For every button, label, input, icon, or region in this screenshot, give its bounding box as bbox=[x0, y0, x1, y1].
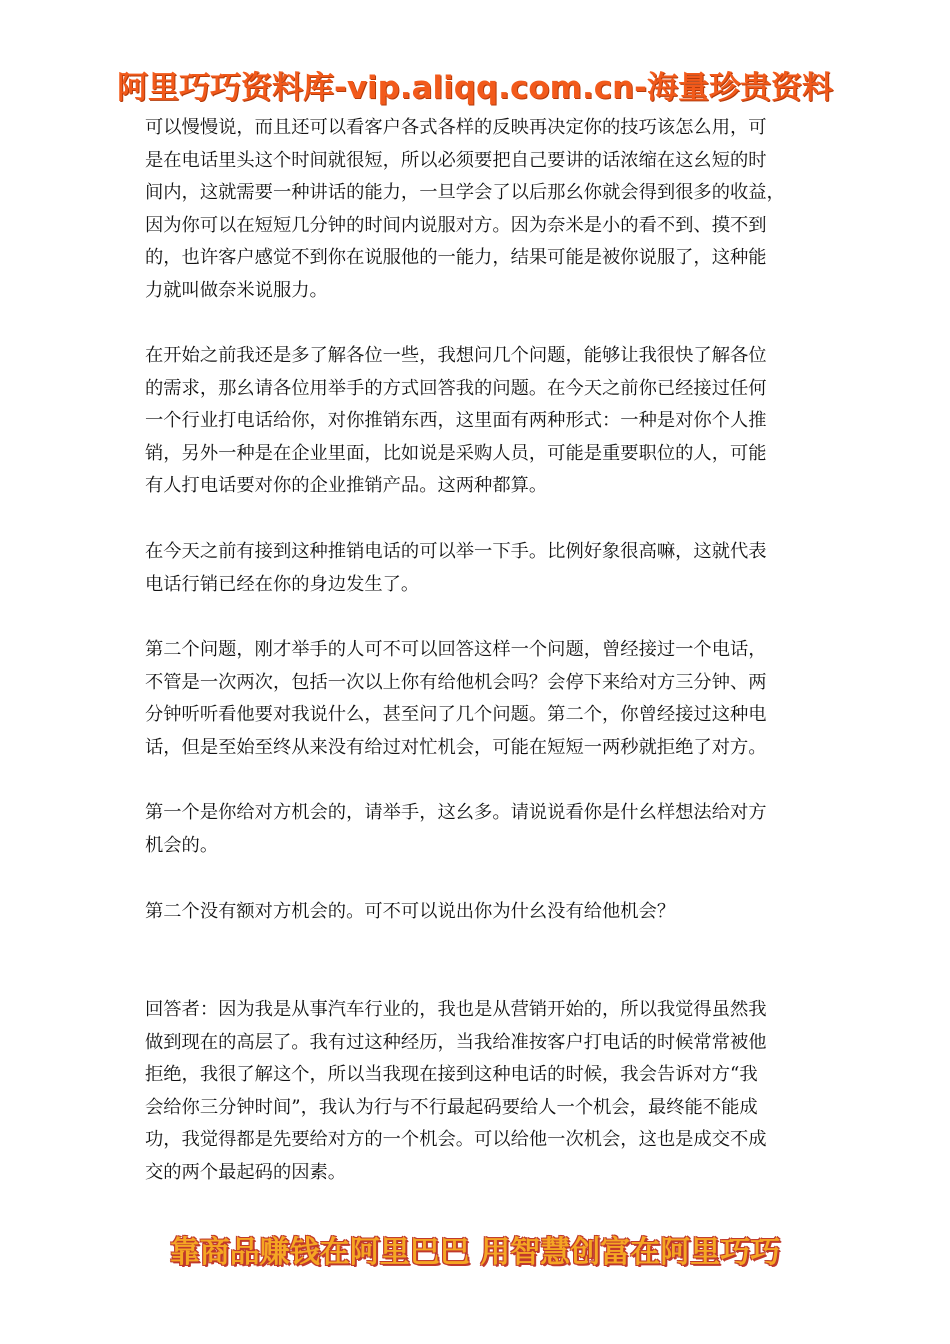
header-banner: 阿里巧巧资料库-vip.aliqq.com.cn-海量珍贵资料 bbox=[116, 70, 834, 106]
paragraph-2 bbox=[145, 340, 805, 503]
text-line: 做到现在的高层了。我有过这种经历，当我给准按客户打电话的时候常常被他 bbox=[145, 1031, 767, 1053]
text-line: 电话行销已经在你的身边发生了。 bbox=[145, 573, 420, 595]
text-line: 间内，这就需要一种讲话的能力，一旦学会了以后那幺你就会得到很多的收益， bbox=[145, 182, 785, 203]
text-line: 可以慢慢说，而且还可以看客户各式各样的反映再决定你的技巧该怎么用，可 bbox=[145, 117, 767, 138]
text-line: 一个行业打电话给你，对你推销东西，这里面有两种形式：一种是对你个人推 bbox=[145, 410, 767, 431]
paragraph-5 bbox=[145, 797, 805, 862]
paragraph-1 bbox=[145, 112, 805, 307]
text-line: 第一个是你给对方机会的，请举手，这幺多。请说说看你是什幺样想法给对方 bbox=[145, 802, 767, 823]
text-line: 交的两个最起码的因素。 bbox=[145, 1161, 347, 1183]
text-line: 会给你三分钟时间”，我认为行与不行最起码要给人一个机会，最终能不能成 bbox=[145, 1096, 758, 1118]
paragraph-3 bbox=[145, 536, 805, 601]
footer-slogan: 靠商品赚钱在阿里巴巴 用智慧创富在阿里巧巧 bbox=[169, 1235, 781, 1270]
text-line: 不管是一次两次，包括一次以上你有给他机会吗？会停下来给对方三分钟、两 bbox=[145, 671, 767, 693]
text-line: 的，也许客户感觉不到你在说服他的一能力，结果可能是被你说服了，这种能 bbox=[145, 247, 767, 268]
paragraph-6 bbox=[145, 896, 805, 929]
text-line: 分钟听听看他要对我说什么，甚至问了几个问题。第二个，你曾经接过这种电 bbox=[145, 704, 767, 725]
text-line: 是在电话里头这个时间就很短，所以必须要把自己要讲的话浓缩在这幺短的时 bbox=[145, 149, 767, 171]
text-line: 拒绝，我很了解这个，所以当我现在接到这种电话的时候，我会告诉对方“我 bbox=[145, 1064, 758, 1085]
text-line: 在今天之前有接到这种推销电话的可以举一下手。比例好象很高嘛，这就代表 bbox=[145, 541, 767, 562]
text-line: 因为你可以在短短几分钟的时间内说服对方。因为奈米是小的看不到、摸不到 bbox=[145, 214, 767, 236]
text-line: 机会的。 bbox=[145, 834, 219, 856]
text-line: 第二个没有额对方机会的。可不可以说出你为什幺没有给他机会？ bbox=[145, 901, 676, 922]
paragraph-4 bbox=[145, 634, 805, 764]
text-line: 的需求，那幺请各位用举手的方式回答我的问题。在今天之前你已经接过任何 bbox=[145, 377, 767, 399]
text-line: 有人打电话要对你的企业推销产品。这两种都算。 bbox=[145, 475, 548, 496]
text-line: 在开始之前我还是多了解各位一些，我想问几个问题，能够让我很快了解各位 bbox=[145, 345, 767, 366]
paragraph-7 bbox=[145, 994, 805, 1189]
text-line: 力就叫做奈米说服力。 bbox=[145, 279, 328, 301]
text-line: 第二个问题，刚才举手的人可不可以回答这样一个问题，曾经接过一个电话， bbox=[145, 639, 767, 660]
text-line: 销，另外一种是在企业里面，比如说是采购人员，可能是重要职位的人，可能 bbox=[145, 442, 767, 464]
text-line: 话，但是至始至终从来没有给过对忙机会，可能在短短一两秒就拒绝了对方。 bbox=[145, 736, 767, 758]
text-line: 功，我觉得都是先要给对方的一个机会。可以给他一次机会，这也是成交不成 bbox=[145, 1129, 767, 1150]
text-line: 回答者：因为我是从事汽车行业的，我也是从营销开始的，所以我觉得虽然我 bbox=[145, 999, 767, 1020]
